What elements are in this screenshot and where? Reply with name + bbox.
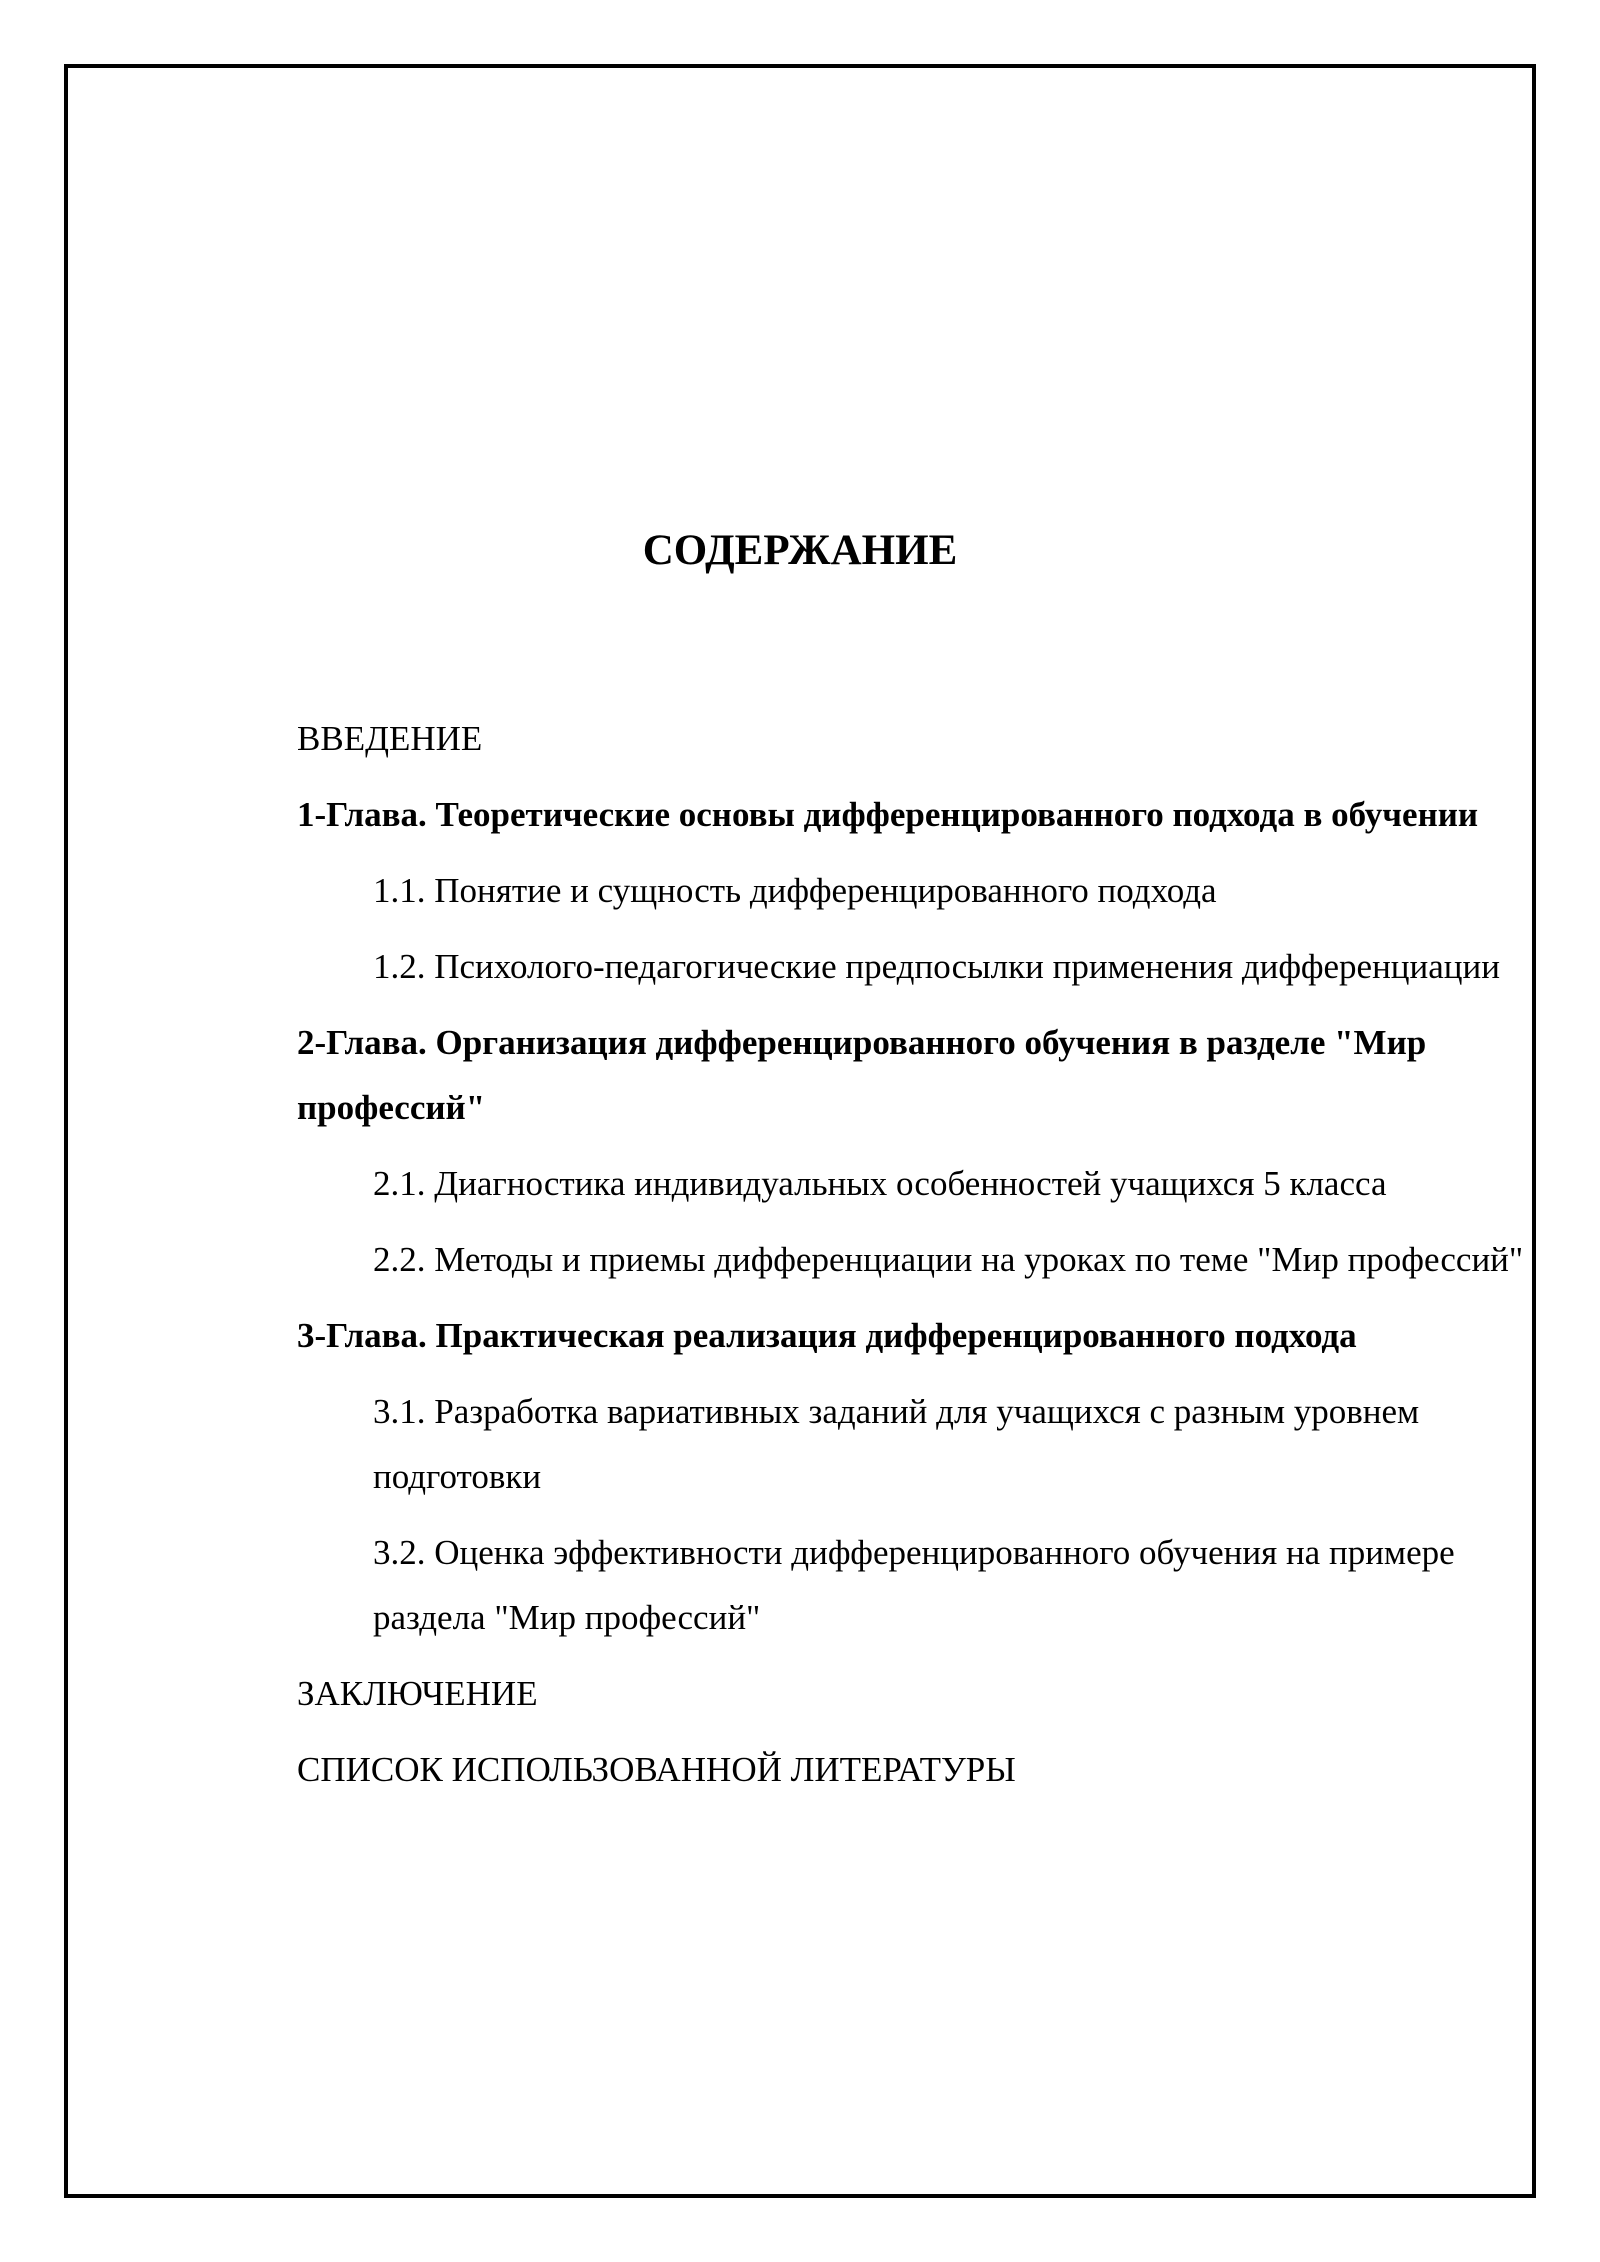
toc-item-1-2: 1.2. Психолого-педагогические предпосылки применения дифференциации xyxy=(373,947,1500,986)
page-title: СОДЕРЖАНИЕ xyxy=(642,527,958,574)
toc-introduction: ВВЕДЕНИЕ xyxy=(297,719,483,758)
toc-chapter-3: 3-Глава. Практическая реализация дифференцированного подхода xyxy=(297,1316,1357,1355)
toc-chapter-2: 2-Глава. Организация дифференцированного обучения в разделе "Мир профессий" xyxy=(297,1023,1427,1127)
toc-item-2-1: 2.1. Диагностика индивидуальных особенностей учащихся 5 класса xyxy=(373,1164,1387,1203)
toc-item-3-1: 3.1. Разработка вариативных заданий для учащихся с разным уровнем подготовки xyxy=(373,1392,1420,1496)
toc-item-2-2: 2.2. Методы и приемы дифференциации на уроках по теме "Мир профессий" xyxy=(373,1240,1524,1279)
toc-bibliography: СПИСОК ИСПОЛЬЗОВАННОЙ ЛИТЕРАТУРЫ xyxy=(297,1750,1016,1789)
toc-item-1-1: 1.1. Понятие и сущность дифференцированного подхода xyxy=(373,871,1217,910)
table-of-contents xyxy=(297,706,1547,1813)
toc-item-3-2: 3.2. Оценка эффективности дифференцированного обучения на примере раздела "Мир профессий" xyxy=(373,1533,1455,1637)
page-border xyxy=(64,64,1536,2198)
toc-chapter-1: 1-Глава. Теоретические основы дифференцированного подхода в обучении xyxy=(297,795,1479,834)
toc-conclusion: ЗАКЛЮЧЕНИЕ xyxy=(297,1674,538,1713)
